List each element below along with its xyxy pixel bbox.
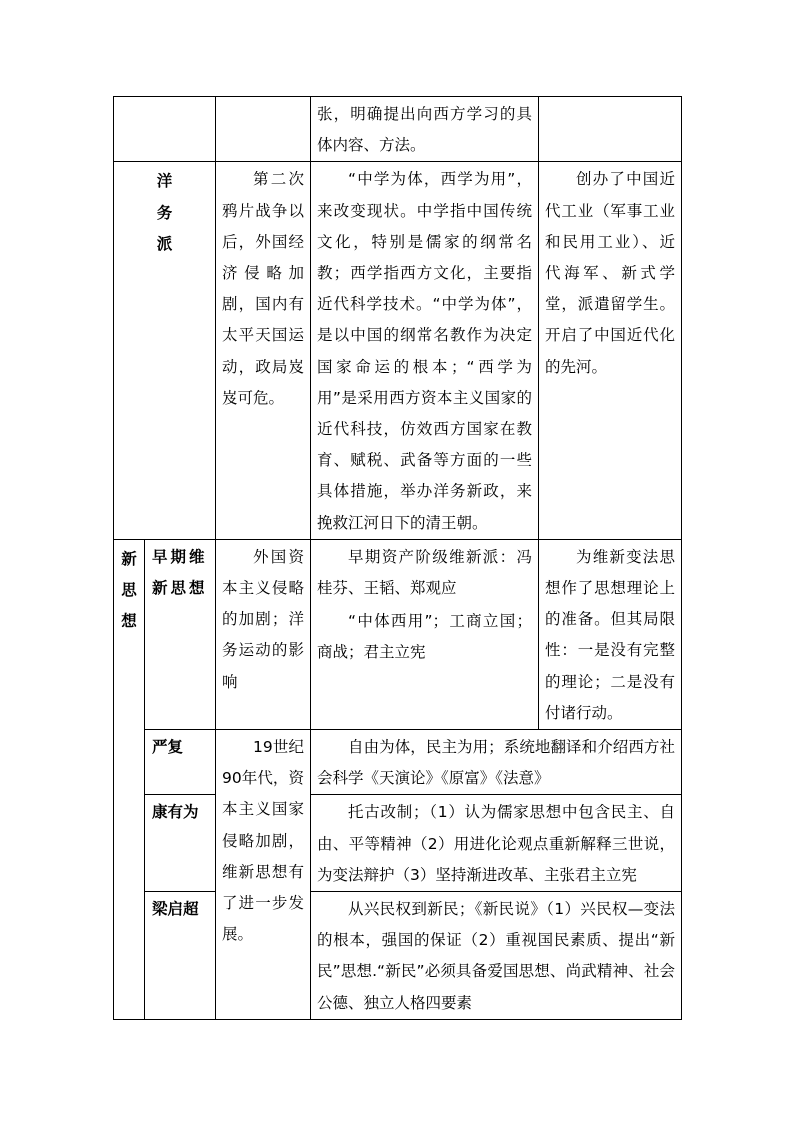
content-text: 自由为体，民主为用；系统地翻译和介绍西方社会科学《天演论》《原富》《法意》: [317, 738, 675, 788]
content-cell: [311, 795, 682, 892]
table-row-early-reform: [114, 539, 682, 729]
school-label-yangwu: [114, 162, 215, 260]
school-label-cell: [114, 162, 216, 539]
content-cell: [311, 730, 682, 795]
background-text: 第二次鸦片战争以后，外国经济侵略加剧，国内有太平天国运动，政局岌岌可危。: [222, 170, 304, 407]
history-thought-table: [113, 96, 682, 1020]
label-char: 思: [121, 581, 137, 600]
name-cell: [145, 730, 216, 795]
background-text: 19世纪90年代，资本主义国家侵略加剧，维新思想有了进一步发展。: [222, 738, 304, 944]
table-row-yangwu: [114, 162, 682, 539]
content-cell: [311, 892, 682, 1020]
impact-cell: [539, 162, 682, 539]
table-row-yanfu: [114, 730, 682, 795]
liang-name: 梁启超: [152, 900, 199, 919]
kang-name: 康有为: [152, 803, 199, 822]
content-cell: [311, 97, 539, 162]
yanfu-name: 严复: [152, 738, 184, 757]
group-label-xinsixiang: [114, 540, 144, 638]
content-cell: [311, 539, 539, 729]
early-reform-name: 早期维新思想: [152, 547, 208, 598]
empty-cell: [539, 97, 682, 162]
background-cell: [216, 162, 311, 539]
table-row-kang: [114, 795, 682, 892]
label-char: 想: [121, 612, 137, 631]
impact-cell: [539, 539, 682, 729]
empty-cell: [114, 97, 216, 162]
impact-text: 创办了中国近代工业（军事工业和民用工业）、近代海军、新式学堂，派遣留学生。开启了中国近代化的先河。: [545, 170, 675, 376]
label-char: 洋: [156, 172, 173, 191]
shared-background-cell: [216, 730, 311, 1020]
table-row-continuation: [114, 97, 682, 162]
background-text: 外国资本主义侵略的加剧；洋务运动的影响: [222, 547, 304, 691]
label-char: 新: [121, 549, 137, 568]
content-text: 托古改制；（1）认为儒家思想中包含民主、自由、平等精神（2）用进化论观点重新解释三世说，为变法辩护（3）坚持渐进改革、主张君主立宪: [317, 803, 675, 884]
label-char: 务: [156, 203, 173, 222]
content-text-line1: 早期资产阶级维新派：冯桂芬、王韬、郑观应: [317, 547, 532, 598]
content-cell: [311, 162, 539, 539]
content-text: 从兴民权到新民；《新民说》（1）兴民权—变法的根本，强国的保证（2）重视国民素质、提出“新民”思想.“新民”必须具备爱国思想、尚武精神、社会公德、独立人格四要素: [317, 900, 675, 1012]
background-cell: [216, 539, 311, 729]
impact-text: 为维新变法思想作了思想理论上的准备。但其局限性：一是没有完整的理论；二是没有付诸行动。: [545, 547, 675, 722]
name-cell: [145, 539, 216, 729]
table-row-liang: [114, 892, 682, 1020]
content-text: “中学为体，西学为用”，来改变现状。中学指中国传统文化，特别是儒家的纲常名教；西学指西方文化，主要指近代科学技术。“中学为体”，是以中国的纲常名教作为决定国家命运的根本；“西学为用”是采用西方资本主义国家的近代科技，仿效西方国家在教育、赋税、武备等方面的一些具体措施，举办洋务新政，来挽救江河日下的清王朝。: [317, 170, 532, 532]
content-text-line2: “中体西用”；工商立国；商战；君主立宪: [317, 612, 532, 662]
name-cell: [145, 795, 216, 892]
label-char: 派: [156, 234, 173, 253]
group-label-cell: [114, 539, 145, 1019]
empty-cell: [216, 97, 311, 162]
name-cell: [145, 892, 216, 1020]
continuation-text: 张，明确提出向西方学习的具体内容、方法。: [317, 105, 532, 155]
